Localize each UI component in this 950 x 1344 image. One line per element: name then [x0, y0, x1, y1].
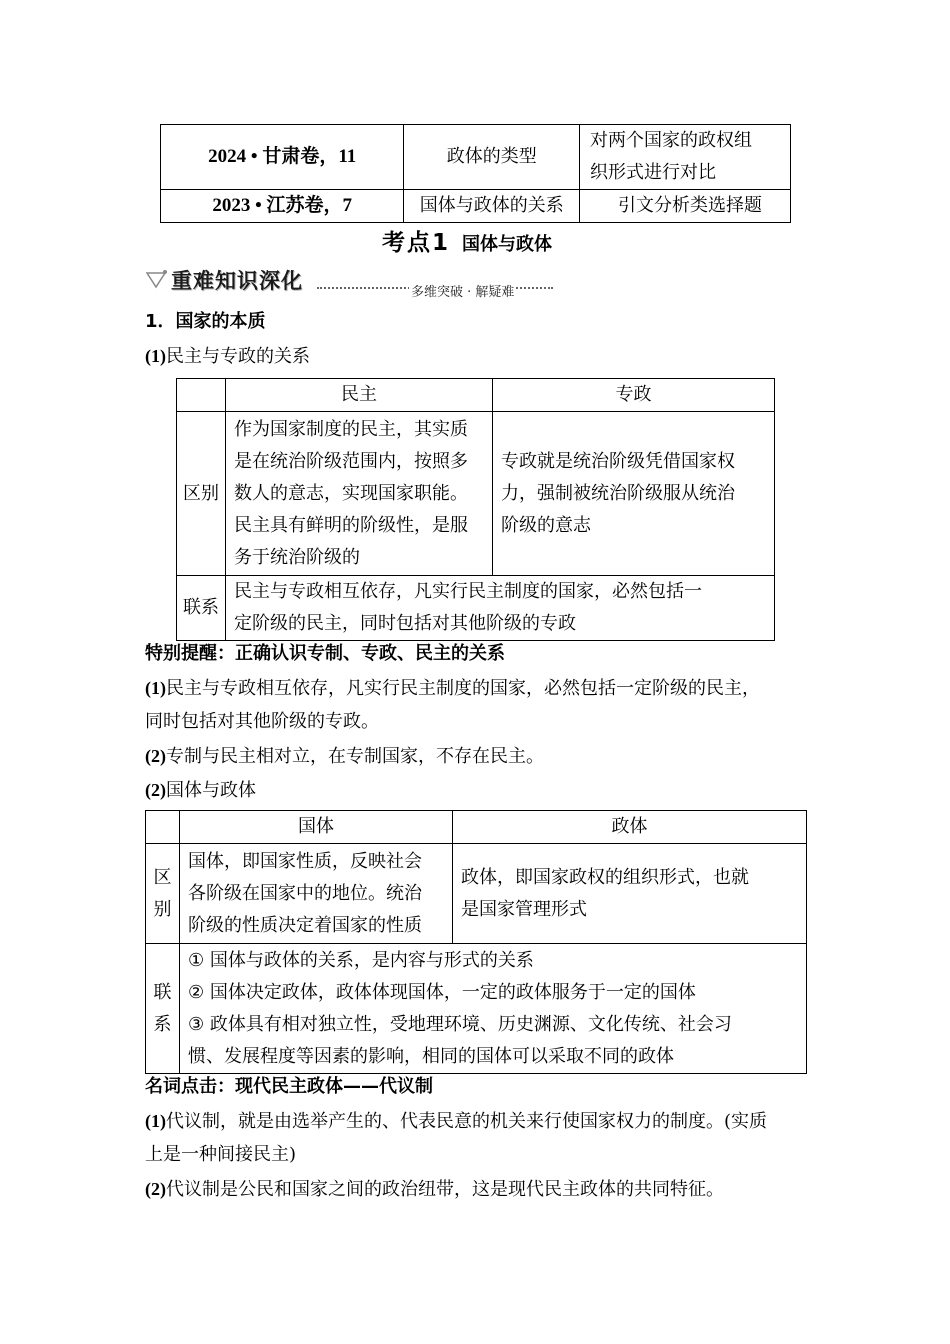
- heading-state-nature: 1．国家的本质: [145, 311, 266, 332]
- democracy-cell: 作为国家制度的民主，其实质 是在统治阶级范围内，按照多 数人的意志，实现国家职能。 民主具有鲜明的阶级性，是服 务于统治阶级的: [226, 412, 493, 576]
- table-header-row: [146, 811, 807, 844]
- zhengti-cell: 政体，即国家政权的组织形式，也就 是国家管理形式: [453, 844, 807, 944]
- term-title: 名词点击：现代民主政体——代议制: [145, 1076, 433, 1097]
- table-row: [177, 412, 775, 576]
- row-label: 联 系: [146, 944, 180, 1074]
- democracy-table: [176, 378, 775, 641]
- table-row: [146, 844, 807, 944]
- banner-tag: 多维突破 · 解疑难: [409, 281, 514, 300]
- exam-topic: 国体与政体的关系: [404, 190, 580, 223]
- empty-cell: [146, 811, 180, 844]
- column-header: 专政: [493, 379, 775, 412]
- dictatorship-cell: 专政就是统治阶级凭借国家权 力，强制被统治阶级服从统治 阶级的意志: [493, 412, 775, 576]
- knowledge-banner: [145, 265, 535, 301]
- row-label: 区别: [177, 412, 226, 576]
- exam-type: 对两个国家的政权组 织形式进行对比: [580, 125, 791, 190]
- subheading-guoti: (2)国体与政体: [145, 780, 256, 801]
- reminder-p1-cont: 同时包括对其他阶级的专政。: [145, 711, 379, 732]
- relation-cell: 民主与专政相互依存，凡实行民主制度的国家，必然包括一 定阶级的民主，同时包括对其他阶级的专政: [226, 576, 775, 641]
- row-label: 联系: [177, 576, 226, 641]
- exam-table: [160, 124, 791, 223]
- table-header-row: [177, 379, 775, 412]
- banner-title: 重难知识深化: [171, 269, 303, 293]
- reminder-title: 特别提醒：正确认识专制、专政、民主的关系: [145, 643, 505, 664]
- column-header: 政体: [453, 811, 807, 844]
- term-p2: (2)代议制是公民和国家之间的政治纽带，这是现代民主政体的共同特征。: [145, 1179, 724, 1200]
- table-row: [161, 125, 791, 190]
- exam-type: 引文分析类选择题: [580, 190, 791, 223]
- subheading-democracy: (1)民主与专政的关系: [145, 346, 310, 367]
- section-title: [382, 224, 552, 257]
- section-number: 考点1: [382, 230, 451, 256]
- reminder-p1: (1)民主与专政相互依存，凡实行民主制度的国家，必然包括一定阶级的民主，: [145, 678, 760, 699]
- reminder-p2: (2)专制与民主相对立，在专制国家，不存在民主。: [145, 746, 544, 767]
- section-subtitle: 国体与政体: [462, 234, 553, 255]
- term-p1-cont: 上是一种间接民主): [145, 1144, 297, 1165]
- exam-topic: 政体的类型: [404, 125, 580, 190]
- guoti-cell: 国体，即国家性质，反映社会 各阶级在国家中的地位。统治 阶级的性质决定着国家的性质: [180, 844, 453, 944]
- exam-source: 2024 • 甘肃卷，11: [161, 125, 404, 190]
- table-row: [177, 576, 775, 641]
- table-row: [161, 190, 791, 223]
- table-row: [146, 944, 807, 1074]
- column-header: 民主: [226, 379, 493, 412]
- row-label: 区 别: [146, 844, 180, 944]
- guoti-table: [145, 810, 807, 1074]
- relation-cell: ① 国体与政体的关系，是内容与形式的关系 ② 国体决定政体，政体体现国体，一定的政体服务于一定的国体 ③ 政体具有相对独立性，受地理环境、历史渊源、文化传统、社会习 惯、发展程度等因素的影响，相同的国体可以采取不同的政体: [180, 944, 807, 1074]
- empty-cell: [177, 379, 226, 412]
- term-p1: (1)代议制，就是由选举产生的、代表民意的机关来行使国家权力的制度。(实质: [145, 1111, 768, 1132]
- triangle-icon: [145, 269, 169, 291]
- column-header: 国体: [180, 811, 453, 844]
- exam-source: 2023 • 江苏卷，7: [161, 190, 404, 223]
